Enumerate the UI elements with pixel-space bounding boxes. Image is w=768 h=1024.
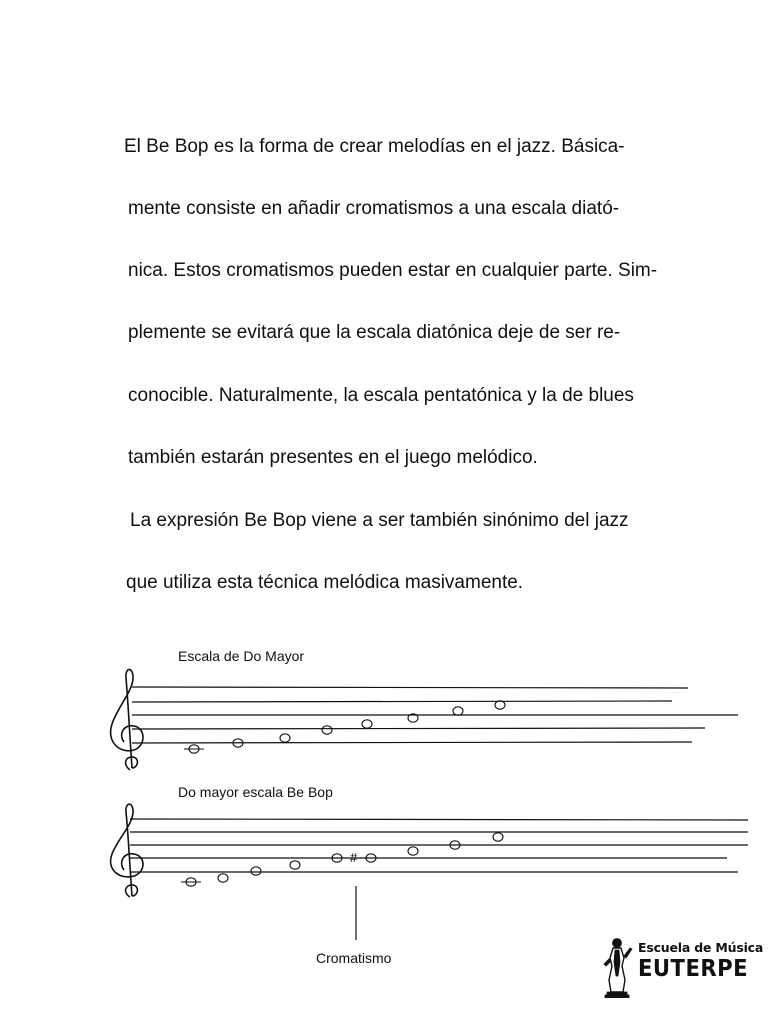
paragraph-line: mente consiste en añadir cromatismos a una escala diató- (128, 198, 620, 219)
logo-school-line: Escuela de Música (638, 940, 764, 955)
note-d (218, 874, 228, 882)
note-f (290, 861, 300, 869)
staff-line (132, 701, 672, 702)
chromatic-label: Cromatismo (316, 950, 392, 966)
paragraph-line: conocible. Naturalmente, la escala pentatónica y la de blues (128, 385, 634, 406)
note-e (280, 734, 290, 742)
paragraph-line: que utiliza esta técnica melódica masivamente. (126, 572, 524, 593)
note-c-high (495, 701, 505, 709)
staff-line (132, 687, 688, 688)
note-a (408, 847, 418, 855)
scale2-caption: Do mayor escala Be Bop (178, 784, 333, 800)
staff-line (132, 742, 692, 743)
scale2-staff (0, 800, 768, 900)
note-e (251, 867, 261, 875)
staff-line (132, 728, 705, 729)
paragraph-line: nica. Estos cromatismos pueden estar en cualquier parte. Sim- (128, 260, 658, 281)
treble-clef-icon (111, 804, 143, 897)
paragraph-line: El Be Bop es la forma de crear melodías en el jazz. Básica- (124, 136, 625, 157)
statue-logo-icon (598, 936, 636, 998)
logo-name: EUTERPE (638, 956, 749, 982)
paragraph-line: también estarán presentes en el juego melódico. (128, 447, 538, 468)
note-g (362, 720, 372, 728)
treble-clef-icon (111, 669, 143, 770)
note-b (453, 707, 463, 715)
paragraph-line: plemente se evitará que la escala diatónica deje de ser re- (128, 322, 621, 343)
staff-line (130, 819, 748, 820)
scale1-caption: Escala de Do Mayor (178, 648, 305, 664)
note-c-high (493, 833, 503, 841)
note-f (322, 726, 332, 734)
paragraph-line: La expresión Be Bop viene a ser también sinónimo del jazz (130, 510, 629, 531)
sharp-sign: # (350, 850, 358, 865)
scale1-staff (0, 660, 768, 770)
